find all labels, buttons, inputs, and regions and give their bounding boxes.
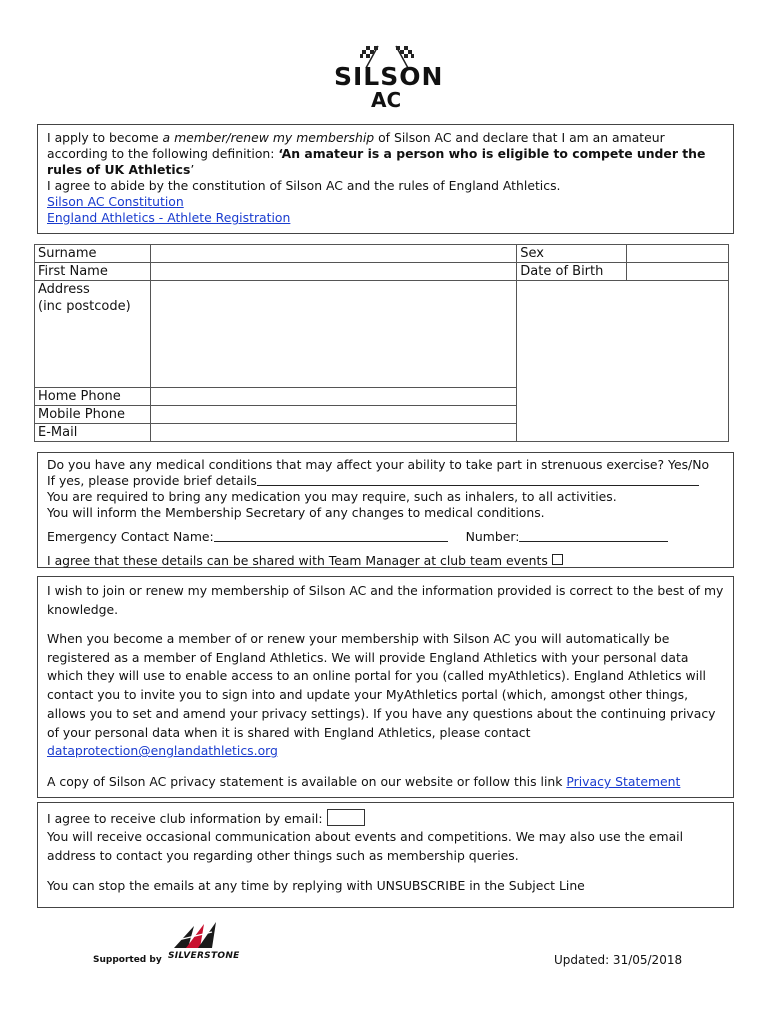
address-field[interactable] bbox=[150, 281, 516, 388]
right-blank-area bbox=[517, 281, 729, 442]
sex-label: Sex bbox=[517, 245, 627, 263]
inform-note: You will inform the Membership Secretary of any changes to medical conditions. bbox=[47, 505, 545, 520]
email-info-text: You will receive occasional communication about events and competitions. We may also use the email address to contact you regarding other things such as membership queries. bbox=[47, 829, 684, 863]
address-label: Address (inc postcode) bbox=[35, 281, 151, 388]
silson-ac-logo bbox=[330, 42, 444, 114]
email-field[interactable] bbox=[150, 424, 516, 442]
constitution-link[interactable]: Silson AC Constitution bbox=[47, 194, 184, 209]
share-consent-row: I agree that these details can be shared with Team Manager at club team events bbox=[47, 553, 563, 569]
email-consent-row: I agree to receive club information by email: bbox=[47, 809, 365, 827]
intro-line-3: rules of UK Athletics’ bbox=[47, 162, 195, 177]
medication-note: You are required to bring any medication you may require, such as inhalers, to all activities. bbox=[47, 489, 617, 504]
silverstone-swoosh-icon bbox=[172, 918, 218, 952]
emergency-name-field[interactable] bbox=[214, 529, 448, 542]
home-phone-label: Home Phone bbox=[35, 388, 151, 406]
medical-question: Do you have any medical conditions that may affect your ability to take part in strenuous exercise? Yes/No bbox=[47, 457, 710, 472]
email-label: E-Mail bbox=[35, 424, 151, 442]
surname-label: Surname bbox=[35, 245, 151, 263]
dataprotection-email-link[interactable]: dataprotection@englandathletics.org bbox=[47, 743, 278, 759]
privacy-statement-line: A copy of Silson AC privacy statement is available on our website or follow this link Privacy Statement bbox=[47, 774, 681, 789]
logo-subtitle: AC bbox=[371, 88, 402, 112]
personal-details-table bbox=[34, 244, 729, 442]
medical-details-row: If yes, please provide brief details bbox=[47, 473, 699, 489]
share-consent-checkbox[interactable] bbox=[552, 554, 563, 565]
privacy-explanation: When you become a member of or renew your membership with Silson AC you will automatically be registered as a member of England Athletics. We will provide England Athletics with your personal data which they will use to enable access to an online portal for you (called myAthletics). England Athletics will contact you to invite you to sign into and update your MyAthletics portal (which, amongst other things, allows you to set and amend your privacy settings). If you have any questions about the continuing privacy of your personal data when it is shared with England Athletics, please contact dataprotection@englandathletics.org bbox=[47, 631, 716, 759]
email-consent-box bbox=[37, 802, 734, 908]
declaration-text: I wish to join or renew my membership of Silson AC and the information provided is correct to the best of my knowledge. bbox=[47, 583, 724, 617]
intro-line-2: according to the following definition: ‘An amateur is a person who is eligible to compete under the bbox=[47, 146, 706, 161]
supported-by-label: Supported by bbox=[93, 955, 162, 965]
unsubscribe-text: You can stop the emails at any time by replying with UNSUBSCRIBE in the Subject Line bbox=[47, 878, 585, 893]
sex-field[interactable] bbox=[627, 245, 729, 263]
medical-box bbox=[37, 452, 734, 568]
dob-field[interactable] bbox=[627, 263, 729, 281]
silverstone-logo-text: SILVERSTONE bbox=[168, 951, 240, 961]
intro-line-1: I apply to become a member/renew my membership of Silson AC and declare that I am an amateur bbox=[47, 130, 665, 145]
emergency-number-field[interactable] bbox=[519, 529, 668, 542]
first-name-field[interactable] bbox=[150, 263, 516, 281]
updated-date: Updated: 31/05/2018 bbox=[554, 953, 683, 967]
logo-wordmark: SILSON bbox=[334, 62, 444, 91]
mobile-phone-field[interactable] bbox=[150, 406, 516, 424]
mobile-phone-label: Mobile Phone bbox=[35, 406, 151, 424]
intro-box bbox=[37, 124, 734, 234]
dob-label: Date of Birth bbox=[517, 263, 627, 281]
home-phone-field[interactable] bbox=[150, 388, 516, 406]
first-name-label: First Name bbox=[35, 263, 151, 281]
privacy-statement-link[interactable]: Privacy Statement bbox=[566, 774, 681, 789]
email-consent-checkbox[interactable] bbox=[327, 809, 365, 826]
intro-line-4: I agree to abide by the constitution of Silson AC and the rules of England Athletics. bbox=[47, 178, 561, 193]
surname-field[interactable] bbox=[150, 245, 516, 263]
emergency-contact-row: Emergency Contact Name: Number: bbox=[47, 529, 668, 545]
medical-details-field[interactable] bbox=[257, 473, 699, 486]
athlete-registration-link[interactable]: England Athletics - Athlete Registration bbox=[47, 210, 291, 225]
declaration-box bbox=[37, 576, 734, 798]
